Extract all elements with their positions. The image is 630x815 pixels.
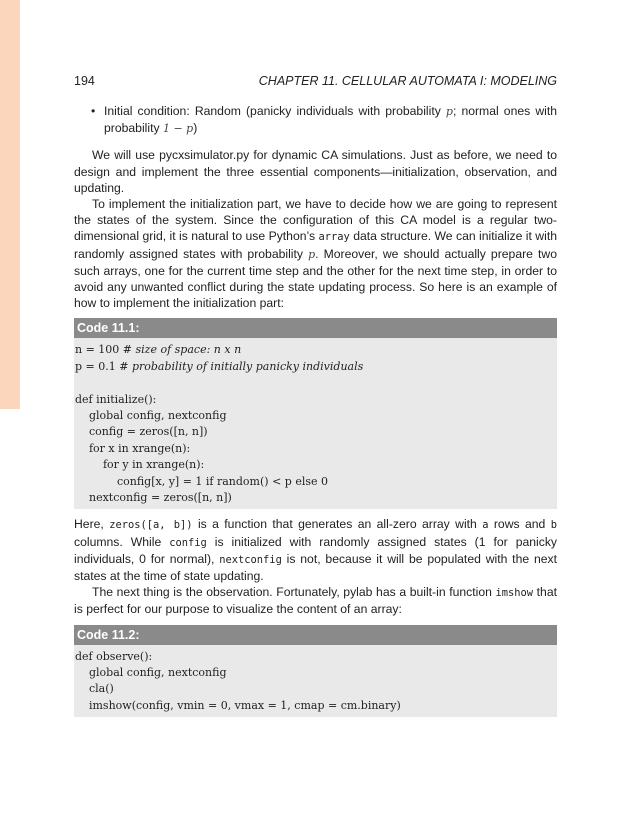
code-comment: # probability of initially panicky individuals bbox=[119, 359, 364, 373]
page-number: 194 bbox=[74, 74, 95, 88]
inline-code-imshow: imshow bbox=[495, 587, 534, 600]
code-line bbox=[75, 665, 557, 681]
page-edge-tab bbox=[0, 0, 20, 409]
inline-code-nextconfig: nextconfig bbox=[219, 553, 282, 566]
code-text: config[x, y] = 1 if random() < p else 0 bbox=[75, 474, 328, 488]
inline-code-config: config bbox=[169, 536, 207, 549]
page-header bbox=[74, 74, 557, 90]
paragraph-initialization: To implement the initialization part, we have to decide how we are going to represent the states of the system. Since the configuration of this CA model is a regular two-dimensional grid, it is natural to use Python’s array data structure. We can initialize it with randomly assigned states with probability p. Moreover, we should actually prepare two such arrays, one for the current time step and the other for the next time step, in order to avoid any unwanted conflict during the state updating process. So here is an example of how to implement the initialization part: bbox=[74, 197, 557, 311]
code-text: nextconfig = zeros([n, n]) bbox=[75, 490, 232, 504]
code-line bbox=[75, 359, 557, 375]
code-line bbox=[75, 457, 557, 473]
code-line bbox=[75, 698, 557, 714]
code-block-body bbox=[74, 338, 557, 509]
code-line bbox=[75, 649, 557, 665]
code-line bbox=[75, 408, 557, 424]
inline-code-b: b bbox=[550, 519, 557, 532]
code-text: p = 0.1 bbox=[75, 359, 120, 373]
code-text: imshow(config, vmin = 0, vmax = 1, cmap = cm.binary) bbox=[75, 698, 401, 712]
code-line bbox=[75, 392, 557, 408]
code-line bbox=[75, 342, 557, 358]
code-block-11-1 bbox=[74, 318, 557, 509]
code-line bbox=[75, 424, 557, 440]
code-block-title: Code 11.1: bbox=[74, 318, 557, 338]
code-text: def initialize(): bbox=[75, 392, 157, 406]
inline-code-a: a bbox=[482, 519, 489, 532]
code-text: cla() bbox=[75, 682, 114, 696]
code-text: global config, nextconfig bbox=[75, 665, 227, 679]
paragraph-observation: The next thing is the observation. Fortunately, pylab has a built-in function imshow that is perfect for our purpose to visualize the content of an array: bbox=[74, 585, 557, 617]
code-block-title: Code 11.2: bbox=[74, 625, 557, 645]
code-line bbox=[75, 490, 557, 506]
code-block-body bbox=[74, 645, 557, 718]
code-line bbox=[75, 681, 557, 697]
code-text: config = zeros([n, n]) bbox=[75, 425, 208, 439]
inline-code-zeros: zeros([a, b]) bbox=[109, 519, 193, 532]
code-line bbox=[75, 441, 557, 457]
code-line bbox=[75, 474, 557, 490]
bullet-initial-condition: • Initial condition: Random (panicky individuals with probability p; normal ones with probability 1 − p) bbox=[91, 104, 557, 136]
code-text: for y in xrange(n): bbox=[75, 458, 205, 472]
code-text: for x in xrange(n): bbox=[75, 441, 191, 455]
paragraph-simulator: We will use pycxsimulator.py for dynamic CA simulations. Just as before, we need to design and implement the three essential components—initialization, observation, and updating. bbox=[74, 148, 557, 195]
code-text: n = 100 bbox=[75, 343, 123, 357]
code-line bbox=[75, 375, 557, 391]
code-text: def observe(): bbox=[75, 649, 153, 663]
math-p: p bbox=[445, 105, 453, 118]
code-text: global config, nextconfig bbox=[75, 409, 227, 422]
page-body bbox=[74, 103, 557, 724]
inline-code-array: array bbox=[318, 231, 350, 244]
math-one-minus-p: 1 − p bbox=[162, 122, 194, 136]
code-block-11-2 bbox=[74, 625, 557, 718]
running-title: CHAPTER 11. CELLULAR AUTOMATA I: MODELING bbox=[258, 74, 557, 88]
code-comment: # size of space: n x n bbox=[122, 343, 242, 357]
math-p: p bbox=[308, 247, 316, 261]
bullet-dot-icon: • bbox=[91, 104, 96, 118]
paragraph-zeros-explanation: Here, zeros([a, b]) is a function that generates an all-zero array with a rows and b columns. While config is initialized with randomly assigned states (1 for panicky individuals, 0 for normal), nextconfig is not, because it will be populated with the next states at the time of state updating. bbox=[74, 517, 558, 583]
